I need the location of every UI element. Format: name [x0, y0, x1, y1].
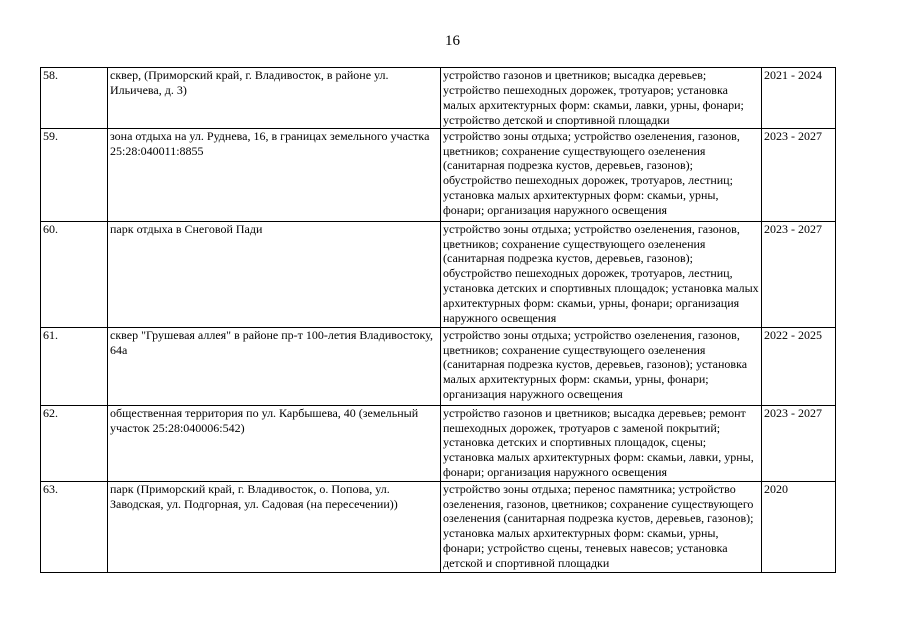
years-period: 2020 [762, 481, 836, 572]
table-row [41, 68, 836, 129]
row-number: 60. [41, 221, 108, 327]
object-name: сквер, (Приморский край, г. Владивосток, в районе ул. Ильичева, д. 3) [108, 68, 441, 129]
improvement-objects-table [40, 67, 836, 573]
table-row [41, 128, 836, 221]
works-list: устройство зоны отдыха; устройство озеленения, газонов, цветников; сохранение существующего озеленения (санитарная подрезка кустов, деревьев, газонов); установка малых архитектурных форм: скамьи, урны, фонари; организация наружного освещения [441, 327, 762, 405]
object-name: парк (Приморский край, г. Владивосток, о. Попова, ул. Заводская, ул. Подгорная, ул. Садовая (на пересечении)) [108, 481, 441, 572]
works-list: устройство газонов и цветников; высадка деревьев; ремонт пешеходных дорожек, тротуаров с заменой покрытий; установка детских и спортивных площадок, сцены; установка малых архитектурных форм: скамьи, лавки, урны, фонари; организация наружного освещения [441, 405, 762, 481]
row-number: 58. [41, 68, 108, 129]
years-period: 2023 - 2027 [762, 221, 836, 327]
page-number: 16 [445, 33, 460, 49]
years-period: 2022 - 2025 [762, 327, 836, 405]
years-period: 2023 - 2027 [762, 405, 836, 481]
row-number: 59. [41, 128, 108, 221]
years-period: 2023 - 2027 [762, 128, 836, 221]
works-list: устройство зоны отдыха; устройство озеленения, газонов, цветников; сохранение существующего озеленения (санитарная подрезка кустов, деревьев, газонов); обустройство пешеходных дорожек, тротуаров, лестниц, установка детских и спортивных площадок; установка малых архитектурных форм: скамьи, урны, фонари; организация наружного освещения [441, 221, 762, 327]
years-period: 2021 - 2024 [762, 68, 836, 129]
object-name: общественная территория по ул. Карбышева, 40 (земельный участок 25:28:040006:542) [108, 405, 441, 481]
row-number: 62. [41, 405, 108, 481]
table-row [41, 405, 836, 481]
object-name: сквер "Грушевая аллея" в районе пр-т 100-летия Владивостоку, 64а [108, 327, 441, 405]
works-list: устройство газонов и цветников; высадка деревьев; устройство пешеходных дорожек, тротуаров; установка малых архитектурных форм: скамьи, лавки, урны, фонари; устройство детской и спортивной площадки [441, 68, 762, 129]
works-list: устройство зоны отдыха; устройство озеленения, газонов, цветников; сохранение существующего озеленения (санитарная подрезка кустов, деревьев, газонов); обустройство пешеходных дорожек, тротуаров, лестниц; установка малых архитектурных форм: скамьи, урны, фонари; организация наружного освещения [441, 128, 762, 221]
table-row [41, 221, 836, 327]
table-row [41, 481, 836, 572]
works-list: устройство зоны отдыха; перенос памятника; устройство озеленения, газонов, цветников; сохранение существующего озеленения (санитарная подрезка кустов, деревьев, газонов); установка малых архитектурных форм: скамьи, урны, фонари; устройство сцены, теневых навесов; установка детской и спортивной площадки [441, 481, 762, 572]
table-row [41, 327, 836, 405]
row-number: 61. [41, 327, 108, 405]
object-name: зона отдыха на ул. Руднева, 16, в границах земельного участка 25:28:040011:8855 [108, 128, 441, 221]
object-name: парк отдыха в Снеговой Пади [108, 221, 441, 327]
row-number: 63. [41, 481, 108, 572]
